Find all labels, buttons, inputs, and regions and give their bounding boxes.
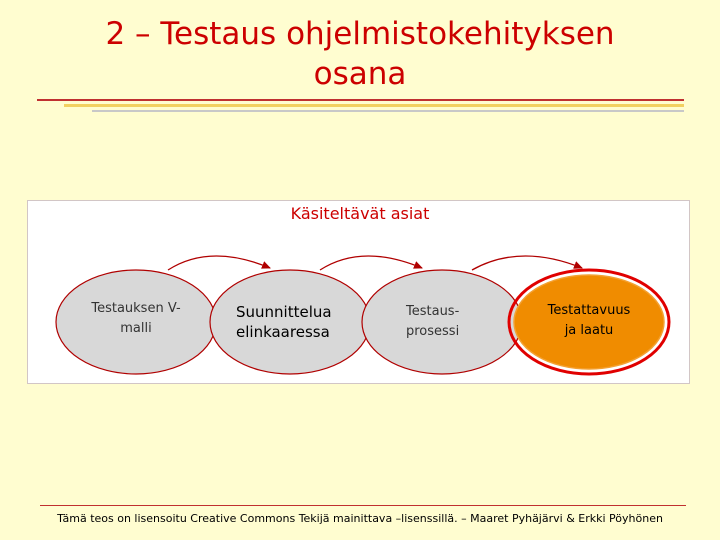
flow-arrow-1 xyxy=(168,256,270,270)
node-lifecycle-design-label xyxy=(220,298,360,346)
node-test-process-label xyxy=(372,300,512,344)
node-lifecycle-design-label-line2: elinkaaressa xyxy=(236,323,330,341)
topics-heading: Käsiteltävät asiat xyxy=(290,204,430,223)
flow-arrow-2 xyxy=(320,256,422,270)
node-v-model-label-line1: Testauksen V- xyxy=(91,301,181,316)
node-test-process-label-line2: prosessi xyxy=(406,324,460,339)
node-testability-quality-label-line2: ja laatu xyxy=(564,323,614,338)
slide-title-line-2: osana xyxy=(313,56,407,92)
node-testability-quality-label-line1: Testattavuus xyxy=(547,303,631,318)
node-lifecycle-design-label-line1: Suunnittelua xyxy=(236,303,332,321)
slide-title-line-1: 2 – Testaus ohjelmistokehityksen xyxy=(105,16,615,52)
flow-arrow-3 xyxy=(472,256,582,270)
node-test-process-label-line1: Testaus- xyxy=(406,304,460,319)
footer-rule xyxy=(40,505,686,506)
node-testability-quality-label xyxy=(519,299,659,343)
license-footer: Tämä teos on lisensoitu Creative Commons Tekijä mainittava –lisenssillä. – Maaret Pyhäjärvi & Erkki Pöyhönen xyxy=(57,512,663,525)
node-v-model-label-line2: malli xyxy=(120,321,152,336)
node-v-model-label xyxy=(66,297,206,341)
